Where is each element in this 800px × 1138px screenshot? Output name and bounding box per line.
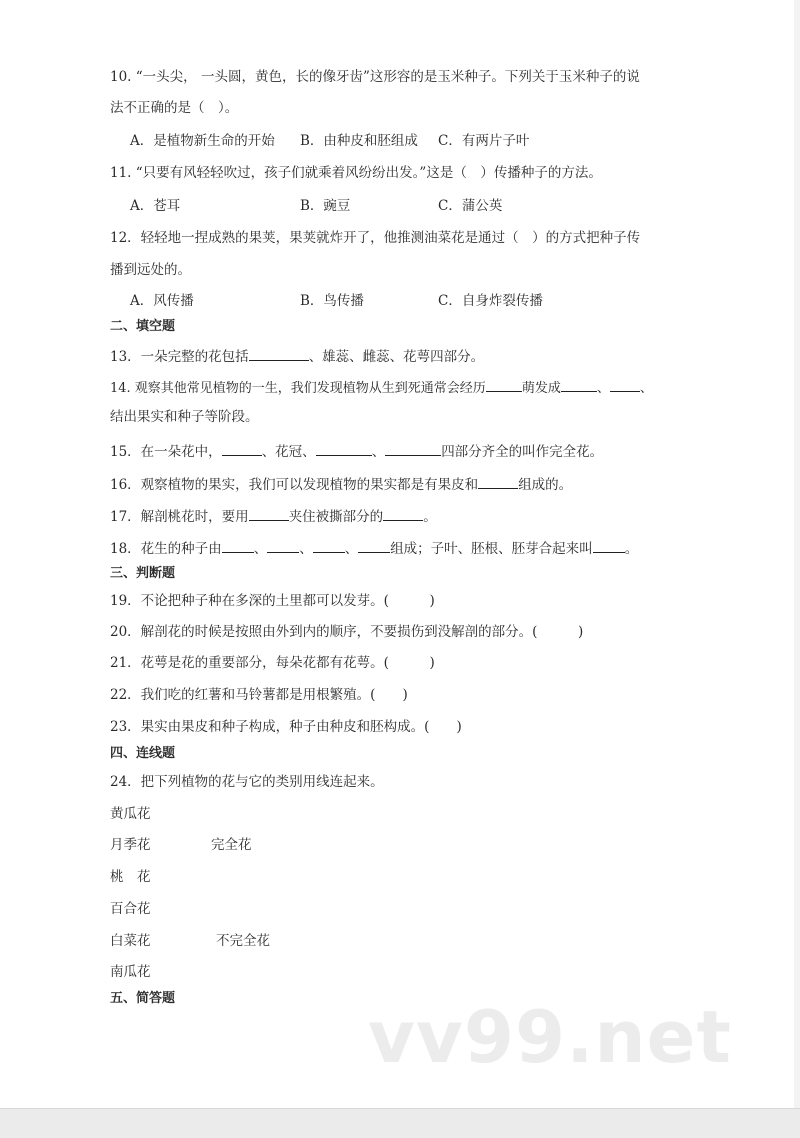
plant-item: 南瓜花 (110, 964, 151, 980)
blank (486, 377, 522, 392)
text: 、雄蕊、雌蕊、花萼四部分。 (308, 349, 485, 365)
q11-option-c: C．蒲公英 (438, 198, 503, 214)
text: 13．一朵完整的花包括 (110, 349, 249, 365)
q10-line1: 10. “一头尖， 一头圆，黄色，长的像牙齿”这形容的是玉米种子。下列关于玉米种子的说 (110, 69, 640, 85)
text: 14. 观察其他常见植物的一生，我们发现植物从生到死通常会经历 (110, 381, 486, 396)
q23: 23．果实由果皮和种子构成，种子由种皮和胚构成。( ) (110, 719, 462, 735)
q11-option-b: B．豌豆 (300, 198, 351, 214)
blank (316, 441, 372, 456)
text: 、 (299, 541, 313, 557)
q12-option-a: A．风传播 (130, 293, 194, 309)
q18 (110, 538, 638, 558)
text: 、花冠、 (261, 444, 316, 460)
q24: 24．把下列植物的花与它的类别用线连起来。 (110, 774, 384, 790)
text: 、 (344, 541, 359, 557)
q10-line2: 法不正确的是（ ）。 (110, 100, 239, 116)
q11-line1: 11. “只要有风轻轻吹过，孩子们就乘着风纷纷出发。”这是（ ）传播种子的方法。 (110, 165, 602, 181)
blank (385, 441, 441, 456)
blank (593, 538, 625, 553)
watermark: vv99.net (368, 995, 732, 1079)
text: 、 (253, 541, 268, 557)
blank (222, 538, 254, 553)
text: 组成的。 (518, 477, 573, 493)
text: 萌发成 (521, 381, 561, 396)
q14 (110, 377, 653, 398)
q12-option-c: C．自身炸裂传播 (438, 293, 543, 309)
text: 四部分齐全的叫作完全花。 (441, 444, 604, 460)
text: 。 (624, 541, 639, 557)
section-heading-judge: 三、判断题 (110, 566, 176, 581)
blank (610, 377, 640, 392)
plant-item: 白菜花 (110, 933, 151, 949)
q12-line1: 12．轻轻地一捏成熟的果荚，果荚就炸开了，他推测油菜花是通过（ ）的方式把种子传 (110, 230, 641, 246)
text: 17．解剖桃花时，要用 (110, 509, 249, 525)
section-heading-fill-blank: 二、填空题 (110, 319, 176, 334)
section-heading-short-answer: 五、简答题 (110, 991, 176, 1006)
blank (561, 377, 597, 392)
q12-option-b: B．鸟传播 (300, 293, 364, 309)
text: 15．在一朵花中， (110, 444, 222, 460)
q22: 22．我们吃的红薯和马铃薯都是用根繁殖。( ) (110, 687, 408, 703)
q17 (110, 506, 437, 526)
text: 、 (371, 444, 386, 460)
text: 组成；子叶、胚根、胚芽合起来叫 (390, 541, 593, 557)
blank (249, 506, 289, 521)
bottom-page-gap (0, 1108, 800, 1138)
blank (358, 538, 390, 553)
q19: 19．不论把种子种在多深的土里都可以发芽。( ) (110, 593, 435, 609)
blank (383, 506, 423, 521)
plant-item: 黄瓜花 (110, 806, 151, 822)
q16 (110, 474, 572, 494)
plant-item: 月季花 (110, 837, 151, 853)
blank (222, 441, 262, 456)
q12-line2: 播到远处的。 (110, 262, 191, 278)
blank (267, 538, 299, 553)
text: 16．观察植物的果实，我们可以发现植物的果实都是有果皮和 (110, 477, 479, 493)
section-heading-matching: 四、连线题 (110, 746, 176, 761)
text: 、 (639, 381, 653, 396)
plant-item: 桃 花 (110, 869, 151, 885)
q11-option-a: A．苍耳 (130, 198, 181, 214)
blank (249, 346, 309, 361)
blank (478, 474, 518, 489)
q14-line2: 结出果实和种子等阶段。 (110, 409, 259, 425)
plant-item: 百合花 (110, 901, 151, 917)
text: 。 (423, 509, 437, 525)
page-edge (794, 0, 800, 1108)
q10-option-c: C．有两片子叶 (438, 133, 530, 149)
q13 (110, 346, 484, 366)
q20: 20．解剖花的时候是按照由外到内的顺序，不要损伤到没解剖的部分。( ) (110, 624, 584, 640)
blank (313, 538, 345, 553)
category-complete-flower: 完全花 (211, 837, 252, 853)
text: 、 (596, 381, 610, 396)
q10-option-a: A．是植物新生命的开始 (130, 133, 275, 149)
category-incomplete-flower: 不完全花 (216, 933, 270, 949)
q15 (110, 441, 603, 461)
q10-option-b: B．由种皮和胚组成 (300, 133, 418, 149)
q21: 21．花萼是花的重要部分，每朵花都有花萼。( ) (110, 655, 435, 671)
text: 夹住被撕部分的 (288, 509, 384, 525)
text: 18．花生的种子由 (110, 541, 222, 557)
